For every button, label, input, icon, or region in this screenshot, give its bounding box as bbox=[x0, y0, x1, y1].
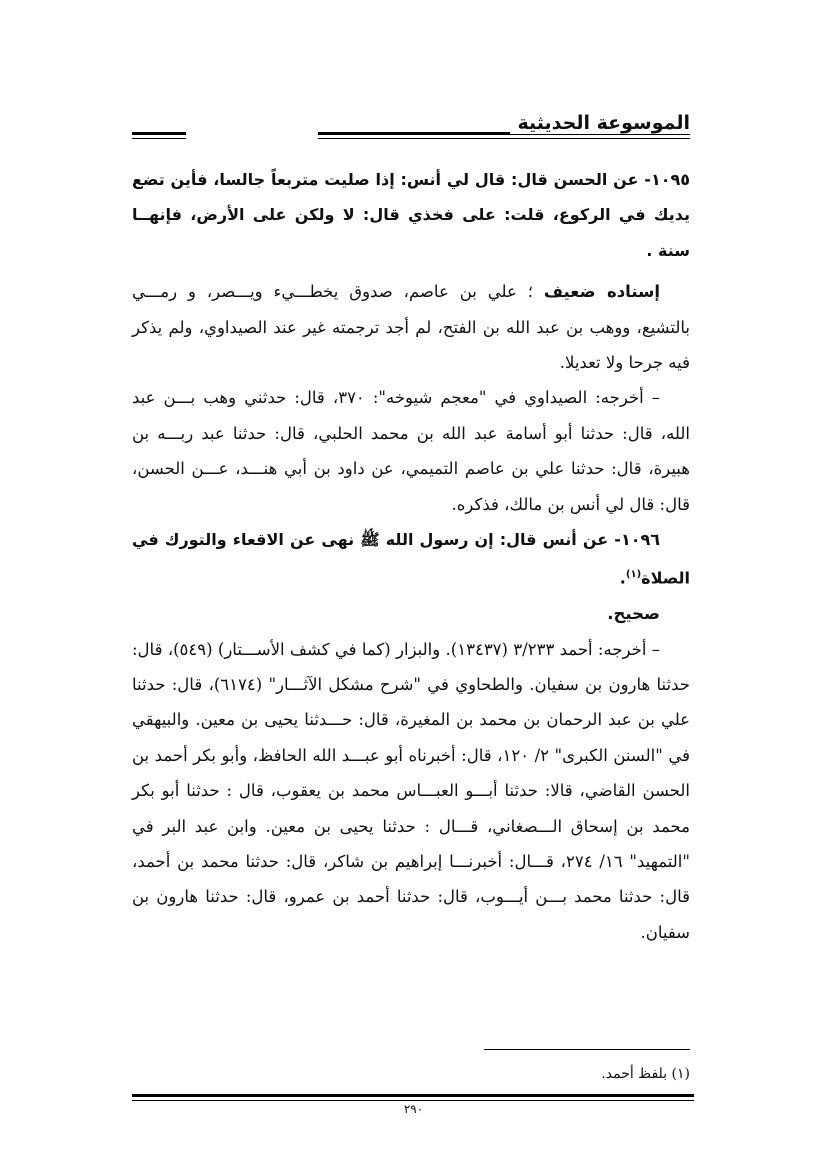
footnote-marker: (١) bbox=[625, 569, 642, 581]
footnote-separator bbox=[484, 1049, 690, 1050]
hadith-1096 bbox=[132, 522, 690, 596]
takhrij-1096: – أخرجه: أحمد ٣/٢٣٣ (١٣٤٣٧). والبزار (كما في كشف الأســـتار) (٥٤٩)، قال: حدثنا هارون بن سفيان. والطحاوي في "شرح مشكل الآثـــار" (٦١٧٤)، قال: حدثنا علي بن عبد الرحمان بن محمد بن المغيرة، قال: حـــدثنا يحيى بن معين. والبيهقي في "السنن الكبرى" ٢/ ١٢٠، قال: أخبرناه أبو عبـــد الله الحافظ، وأبو بكر أحمد بن الحسن القاضي، قالا: حدثنا أبـــو العبـــاس محمد بن يعقوب، قال : حدثنا أبو بكر محمد بن إسحاق الـــصغاني، قـــال : حدثنا يحيى بن معين. وابن عبد البر في "التمهيد" ١٦/ ٢٧٤، قـــال: أخبرنـــا إبراهيم بن شاكر، قال: حدثنا محمد بن أحمد، قال: حدثنا محمد بـــن أيـــوب، قال: حدثنا أحمد بن عمرو، قال: حدثنا هارون بن سفيان. bbox=[132, 639, 690, 942]
main-text bbox=[132, 162, 690, 950]
isnad-text: ؛ علي بن عاصم، صدوق يخطـــيء ويـــصر، و رمـــي بالتشيع، ووهب بن عبد الله بن الفتح، لم أجد ترجمته غير عند الصيداوي، ولم يذكر فيه جرحا ولا تعديلا. bbox=[132, 282, 690, 373]
takhrij-1095: – أخرجه: الصيداوي في "معجم شيوخه": ٣٧٠، قال: حدثني وهب بـــن عبد الله، قال: حدثنا أبو أسامة عبد الله بن محمد الحلبي، قال: حدثنا عبد ربـــه بن هبيرة، قال: حدثنا علي بن عاصم التميمي، عن داود بن أبي هنـــد، عـــن الحسن، قال: قال لي أنس بن مالك، فذكره. bbox=[132, 388, 690, 514]
header-title: الموسوعة الحديثية bbox=[510, 112, 691, 134]
hadith-1096-end: . bbox=[619, 568, 626, 588]
hadith-1096-text: ١٠٩٦- عن أنس قال: إن رسول الله ﷺ نهى عن الاقعاء والتورك في الصلاة bbox=[132, 530, 690, 588]
running-header bbox=[132, 112, 690, 152]
footnote: (١) بلفظ أحمد. bbox=[601, 1066, 690, 1082]
isnad-label: إسناده ضعيف bbox=[543, 282, 660, 302]
grade-1096: صحيح. bbox=[607, 604, 660, 624]
hadith-1095: ١٠٩٥- عن الحسن قال: قال لي أنس: إذا صليت متربعاً جالسا، فأين تضع يديك في الركوع، قلت: على فخذي قال: لا ولكن على الأرض، فإنهــا سنة . bbox=[132, 170, 690, 260]
isnad-paragraph bbox=[132, 274, 690, 380]
header-rule-left bbox=[132, 132, 186, 139]
page-number: ٢٩٠ bbox=[403, 1102, 424, 1116]
footer-rule bbox=[132, 1094, 694, 1101]
